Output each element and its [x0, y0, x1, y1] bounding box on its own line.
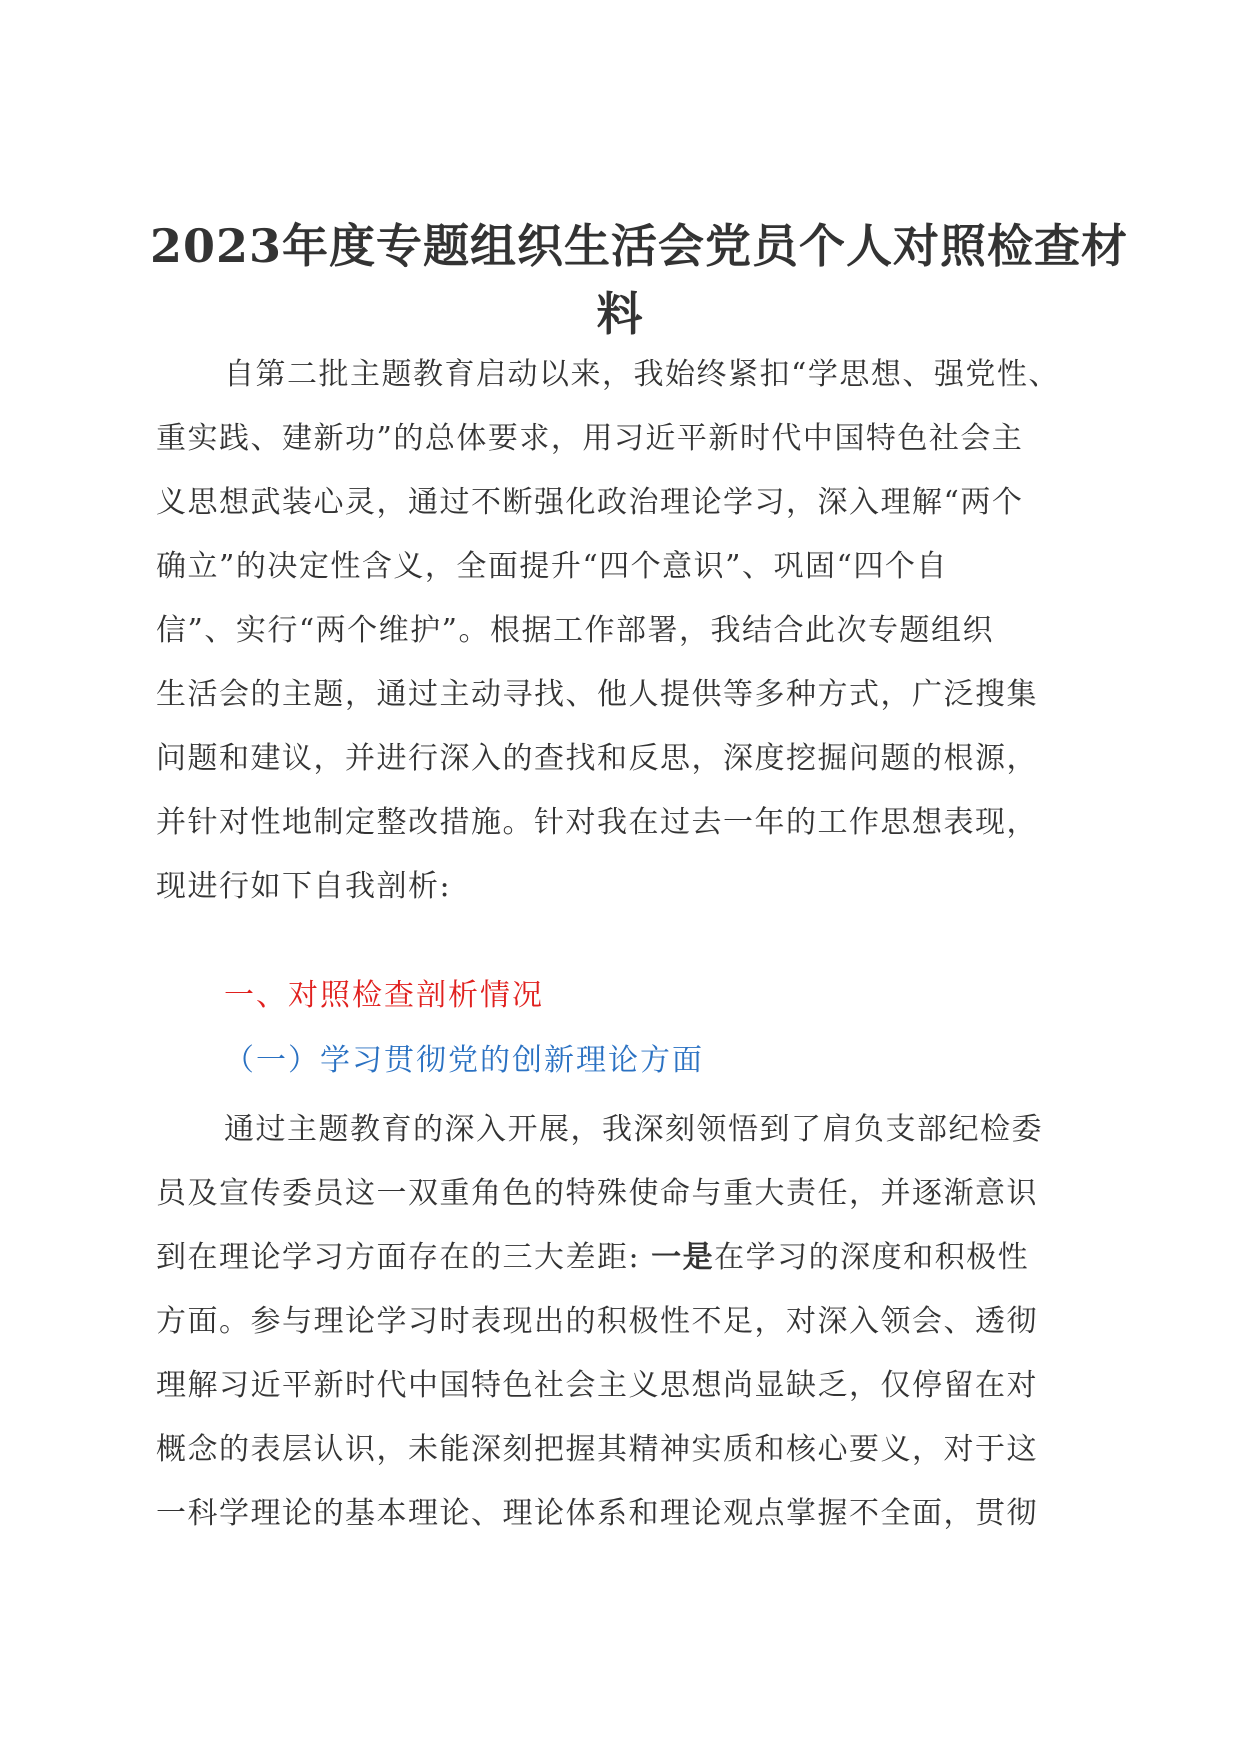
subsection-heading-1: （一）学习贯彻党的创新理论方面 — [224, 1043, 704, 1078]
intro-line-1: 自第二批主题教育启动以来，我始终紧扣“学思想、强党性、 — [224, 357, 1060, 392]
body-line-3-end: 在学习的深度和积极性 — [714, 1240, 1030, 1275]
body-line-3-emphasis: 一是 — [651, 1240, 715, 1275]
document-title — [150, 212, 1129, 348]
body-line-7: 一科学理论的基本理论、理论体系和理论观点掌握不全面，贯彻 — [156, 1496, 1038, 1531]
body-line-1: 通过主题教育的深入开展，我深刻领悟到了肩负支部纪检委 — [224, 1112, 1043, 1147]
section-heading-1: 一、对照检查剖析情况 — [224, 978, 544, 1013]
body-line-5: 理解习近平新时代中国特色社会主义思想尚显缺乏，仅停留在对 — [156, 1368, 1038, 1403]
body-paragraph — [156, 1098, 1081, 1546]
intro-line-2: 重实践、建新功”的总体要求，用习近平新时代中国特色社会主 — [156, 421, 1024, 456]
intro-line-5: 信”、实行“两个维护”。根据工作部署，我结合此次专题组织 — [156, 613, 995, 648]
intro-line-3: 义思想武装心灵，通过不断强化政治理论学习，深入理解“两个 — [156, 485, 1024, 520]
intro-paragraph — [156, 343, 1081, 919]
body-line-3 — [156, 1226, 1081, 1290]
document-title-line-2: 料 — [596, 287, 644, 341]
intro-line-8: 并针对性地制定整改措施。针对我在过去一年的工作思想表现， — [156, 805, 1038, 840]
intro-line-7: 问题和建议，并进行深入的查找和反思，深度挖掘问题的根源， — [156, 741, 1038, 776]
body-line-4: 方面。参与理论学习时表现出的积极性不足，对深入领会、透彻 — [156, 1304, 1038, 1339]
document-title-line-1: 2023年度专题组织生活会党员个人对照检查材 — [150, 219, 1129, 273]
body-line-6: 概念的表层认识，未能深刻把握其精神实质和核心要义，对于这 — [156, 1432, 1038, 1467]
intro-line-4: 确立”的决定性含义，全面提升“四个意识”、巩固“四个自 — [156, 549, 948, 584]
body-line-3-start: 到在理论学习方面存在的三大差距: — [156, 1240, 652, 1275]
intro-line-6: 生活会的主题，通过主动寻找、他人提供等多种方式，广泛搜集 — [156, 677, 1038, 712]
intro-line-9: 现进行如下自我剖析: — [156, 869, 452, 904]
body-line-2: 员及宣传委员这一双重角色的特殊使命与重大责任，并逐渐意识 — [156, 1176, 1038, 1211]
